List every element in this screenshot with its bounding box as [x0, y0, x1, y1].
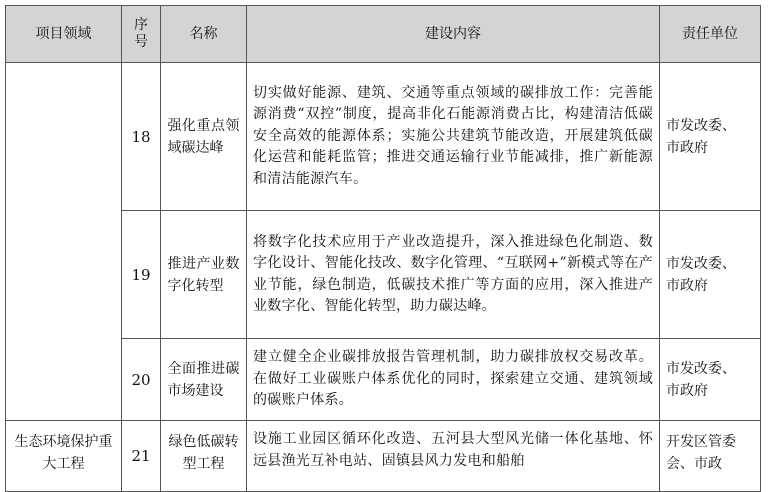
row-unit	[660, 63, 761, 211]
row-name	[161, 421, 247, 492]
header-num-text: 序号	[134, 17, 148, 50]
row-area-cell	[6, 421, 122, 492]
row-content: 将数字化技术应用于产业改造提升，深入推进绿色化制造、数字化设计、智能化技改、数字化管理、“互联网+”新模式等在产业节能，绿色制造，低碳技术推广等方面的应用，深入推进产业数字化、智能化转型，助力碳达峰。	[247, 211, 660, 339]
row-name-text: 全面推进碳市场建设	[167, 360, 240, 399]
row-unit-text: 开发区管委会、市政	[666, 434, 736, 472]
row-area-cell	[6, 63, 122, 421]
row-unit-text: 市发改委、市政府	[666, 255, 736, 294]
row-num: 20	[122, 339, 161, 421]
row-unit	[660, 421, 761, 492]
table-row	[6, 63, 761, 211]
row-content: 建立健全企业碳排放报告管理机制，助力碳排放权交易改革。在做好工业碳账户体系优化的同时，探索建立交通、建筑领域的碳账户体系。	[247, 339, 660, 421]
header-area: 项目领域	[6, 6, 122, 63]
header-unit: 责任单位	[660, 6, 761, 63]
row-name	[161, 211, 247, 339]
row-unit	[660, 211, 761, 339]
row-unit-text: 市发改委、市政府	[666, 360, 736, 399]
row-name-text: 推进产业数字化转型	[167, 255, 240, 294]
row-name-text: 强化重点领域碳达峰	[167, 117, 240, 156]
row-num: 21	[122, 421, 161, 492]
row-num: 18	[122, 63, 161, 211]
row-unit-text: 市发改委、市政府	[666, 117, 736, 156]
table-header-row	[6, 6, 761, 63]
header-num	[122, 6, 161, 63]
project-table	[5, 5, 761, 492]
row-name	[161, 339, 247, 421]
row-unit	[660, 339, 761, 421]
row-name	[161, 63, 247, 211]
row-num: 19	[122, 211, 161, 339]
header-content: 建设内容	[247, 6, 660, 63]
row-content: 切实做好能源、建筑、交通等重点领域的碳排放工作：完善能源消费“双控”制度，提高非化石能源消费占比，构建清洁低碳安全高效的能源体系；实施公共建筑节能改造，开展建筑低碳化运营和能耗监管；推进交通运输行业节能减排，推广新能源和清洁能源汽车。	[247, 63, 660, 211]
header-name: 名称	[161, 6, 247, 63]
row-area-text: 生态环境保护重大工程	[14, 434, 113, 472]
row-content: 设施工业园区循环化改造、五河县大型风光储一体化基地、怀远县渔光互补电站、固镇县风力发电和船舶	[247, 421, 660, 492]
row-name-text: 绿色低碳转型工程	[168, 434, 239, 472]
table-row	[6, 421, 761, 492]
